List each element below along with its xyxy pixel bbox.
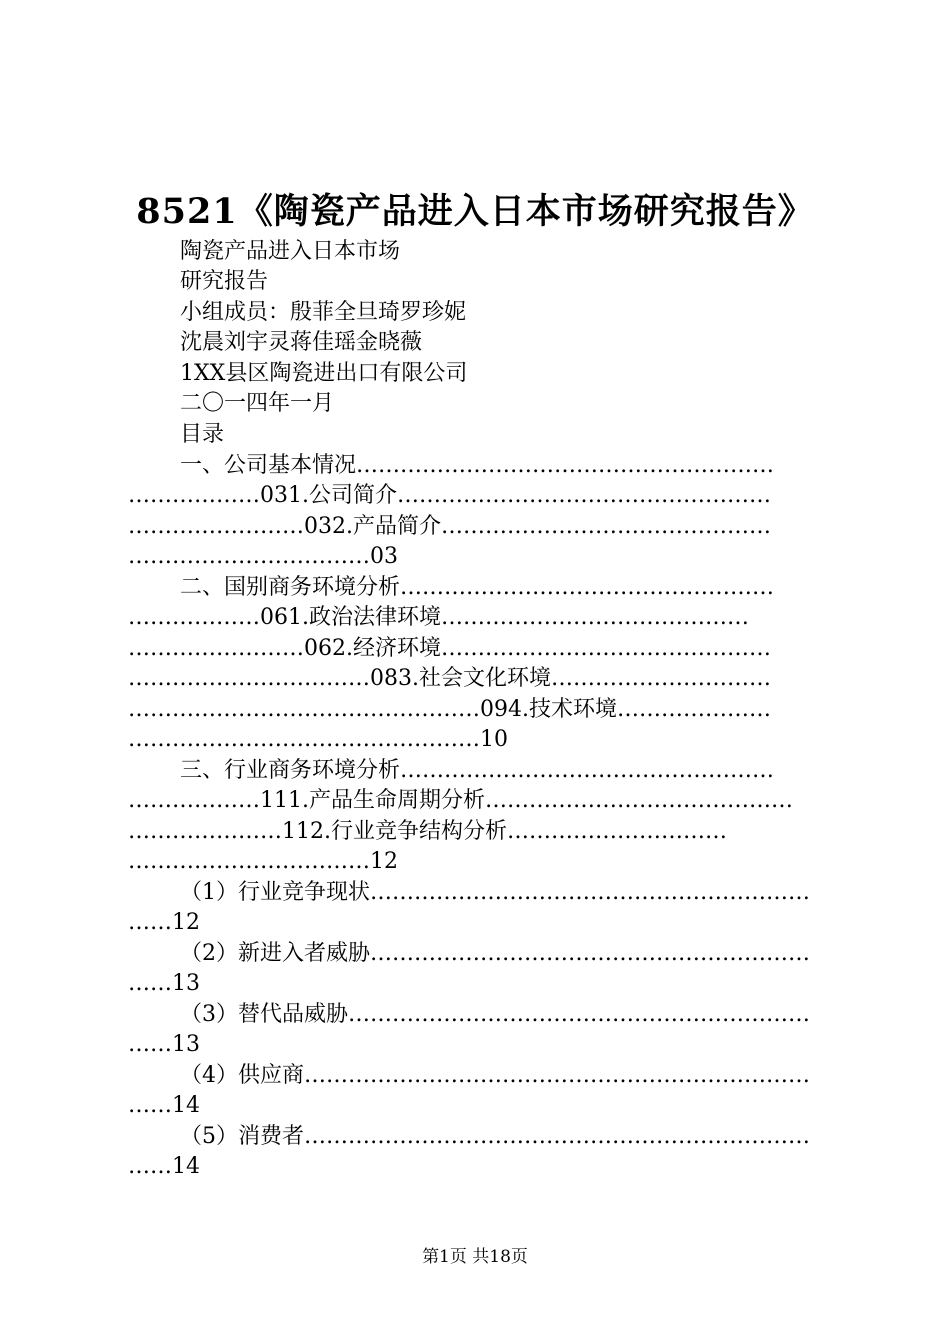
toc-line: ……………………062.经济环境………………………………………	[128, 636, 771, 661]
toc-line: 一、公司基本情况…………………………………………………	[180, 453, 775, 478]
company-line: 1XX县区陶瓷进出口有限公司	[180, 361, 468, 386]
members-line-2: 沈晨刘宇灵蒋佳瑶金晓薇	[180, 330, 423, 355]
toc-line: ……13	[128, 971, 200, 996]
toc-line: ……13	[128, 1032, 200, 1057]
toc-line: ………………031.公司简介……………………………………………	[128, 483, 771, 508]
document-title: 8521《陶瓷产品进入日本市场研究报告》	[136, 191, 814, 232]
toc-line: （3）替代品威胁………………………………………………………	[180, 1002, 810, 1027]
toc-line: ……12	[128, 910, 200, 935]
toc-line: （5）消费者……………………………………………………………	[180, 1124, 810, 1149]
toc-line: …………………112.行业竞争结构分析…………………………	[128, 819, 727, 844]
subtitle-line-2: 研究报告	[180, 269, 269, 294]
toc-line: 三、行业商务环境分析……………………………………………	[180, 758, 775, 783]
toc-line: ……14	[128, 1154, 200, 1179]
members-line-1: 小组成员：殷菲全旦琦罗珍妮	[180, 300, 467, 325]
page-footer: 第1页 共18页	[422, 1247, 528, 1267]
toc-line: ……………………………083.社会文化环境…………………………	[128, 666, 771, 691]
toc-line: ……………………032.产品简介………………………………………	[128, 514, 771, 539]
toc-line: ……14	[128, 1093, 200, 1118]
toc-line: （2）新进入者威胁……………………………………………………	[180, 941, 810, 966]
toc-line: 二、国别商务环境分析……………………………………………	[180, 575, 775, 600]
toc-line: …………………………………………094.技术环境…………………	[128, 697, 771, 722]
toc-line: ………………061.政治法律环境……………………………………	[128, 605, 749, 630]
toc-line: ……………………………03	[128, 544, 398, 569]
date-line: 二〇一四年一月	[180, 391, 335, 416]
toc-line: （1）行业竞争现状……………………………………………………	[180, 880, 810, 905]
toc-line: ………………111.产品生命周期分析……………………………………	[128, 788, 793, 813]
toc-line: …………………………………………10	[128, 727, 508, 752]
toc-line: ……………………………12	[128, 849, 398, 874]
toc-heading: 目录	[180, 422, 225, 447]
toc-line: （4）供应商……………………………………………………………	[180, 1063, 810, 1088]
subtitle-line-1: 陶瓷产品进入日本市场	[180, 239, 401, 264]
